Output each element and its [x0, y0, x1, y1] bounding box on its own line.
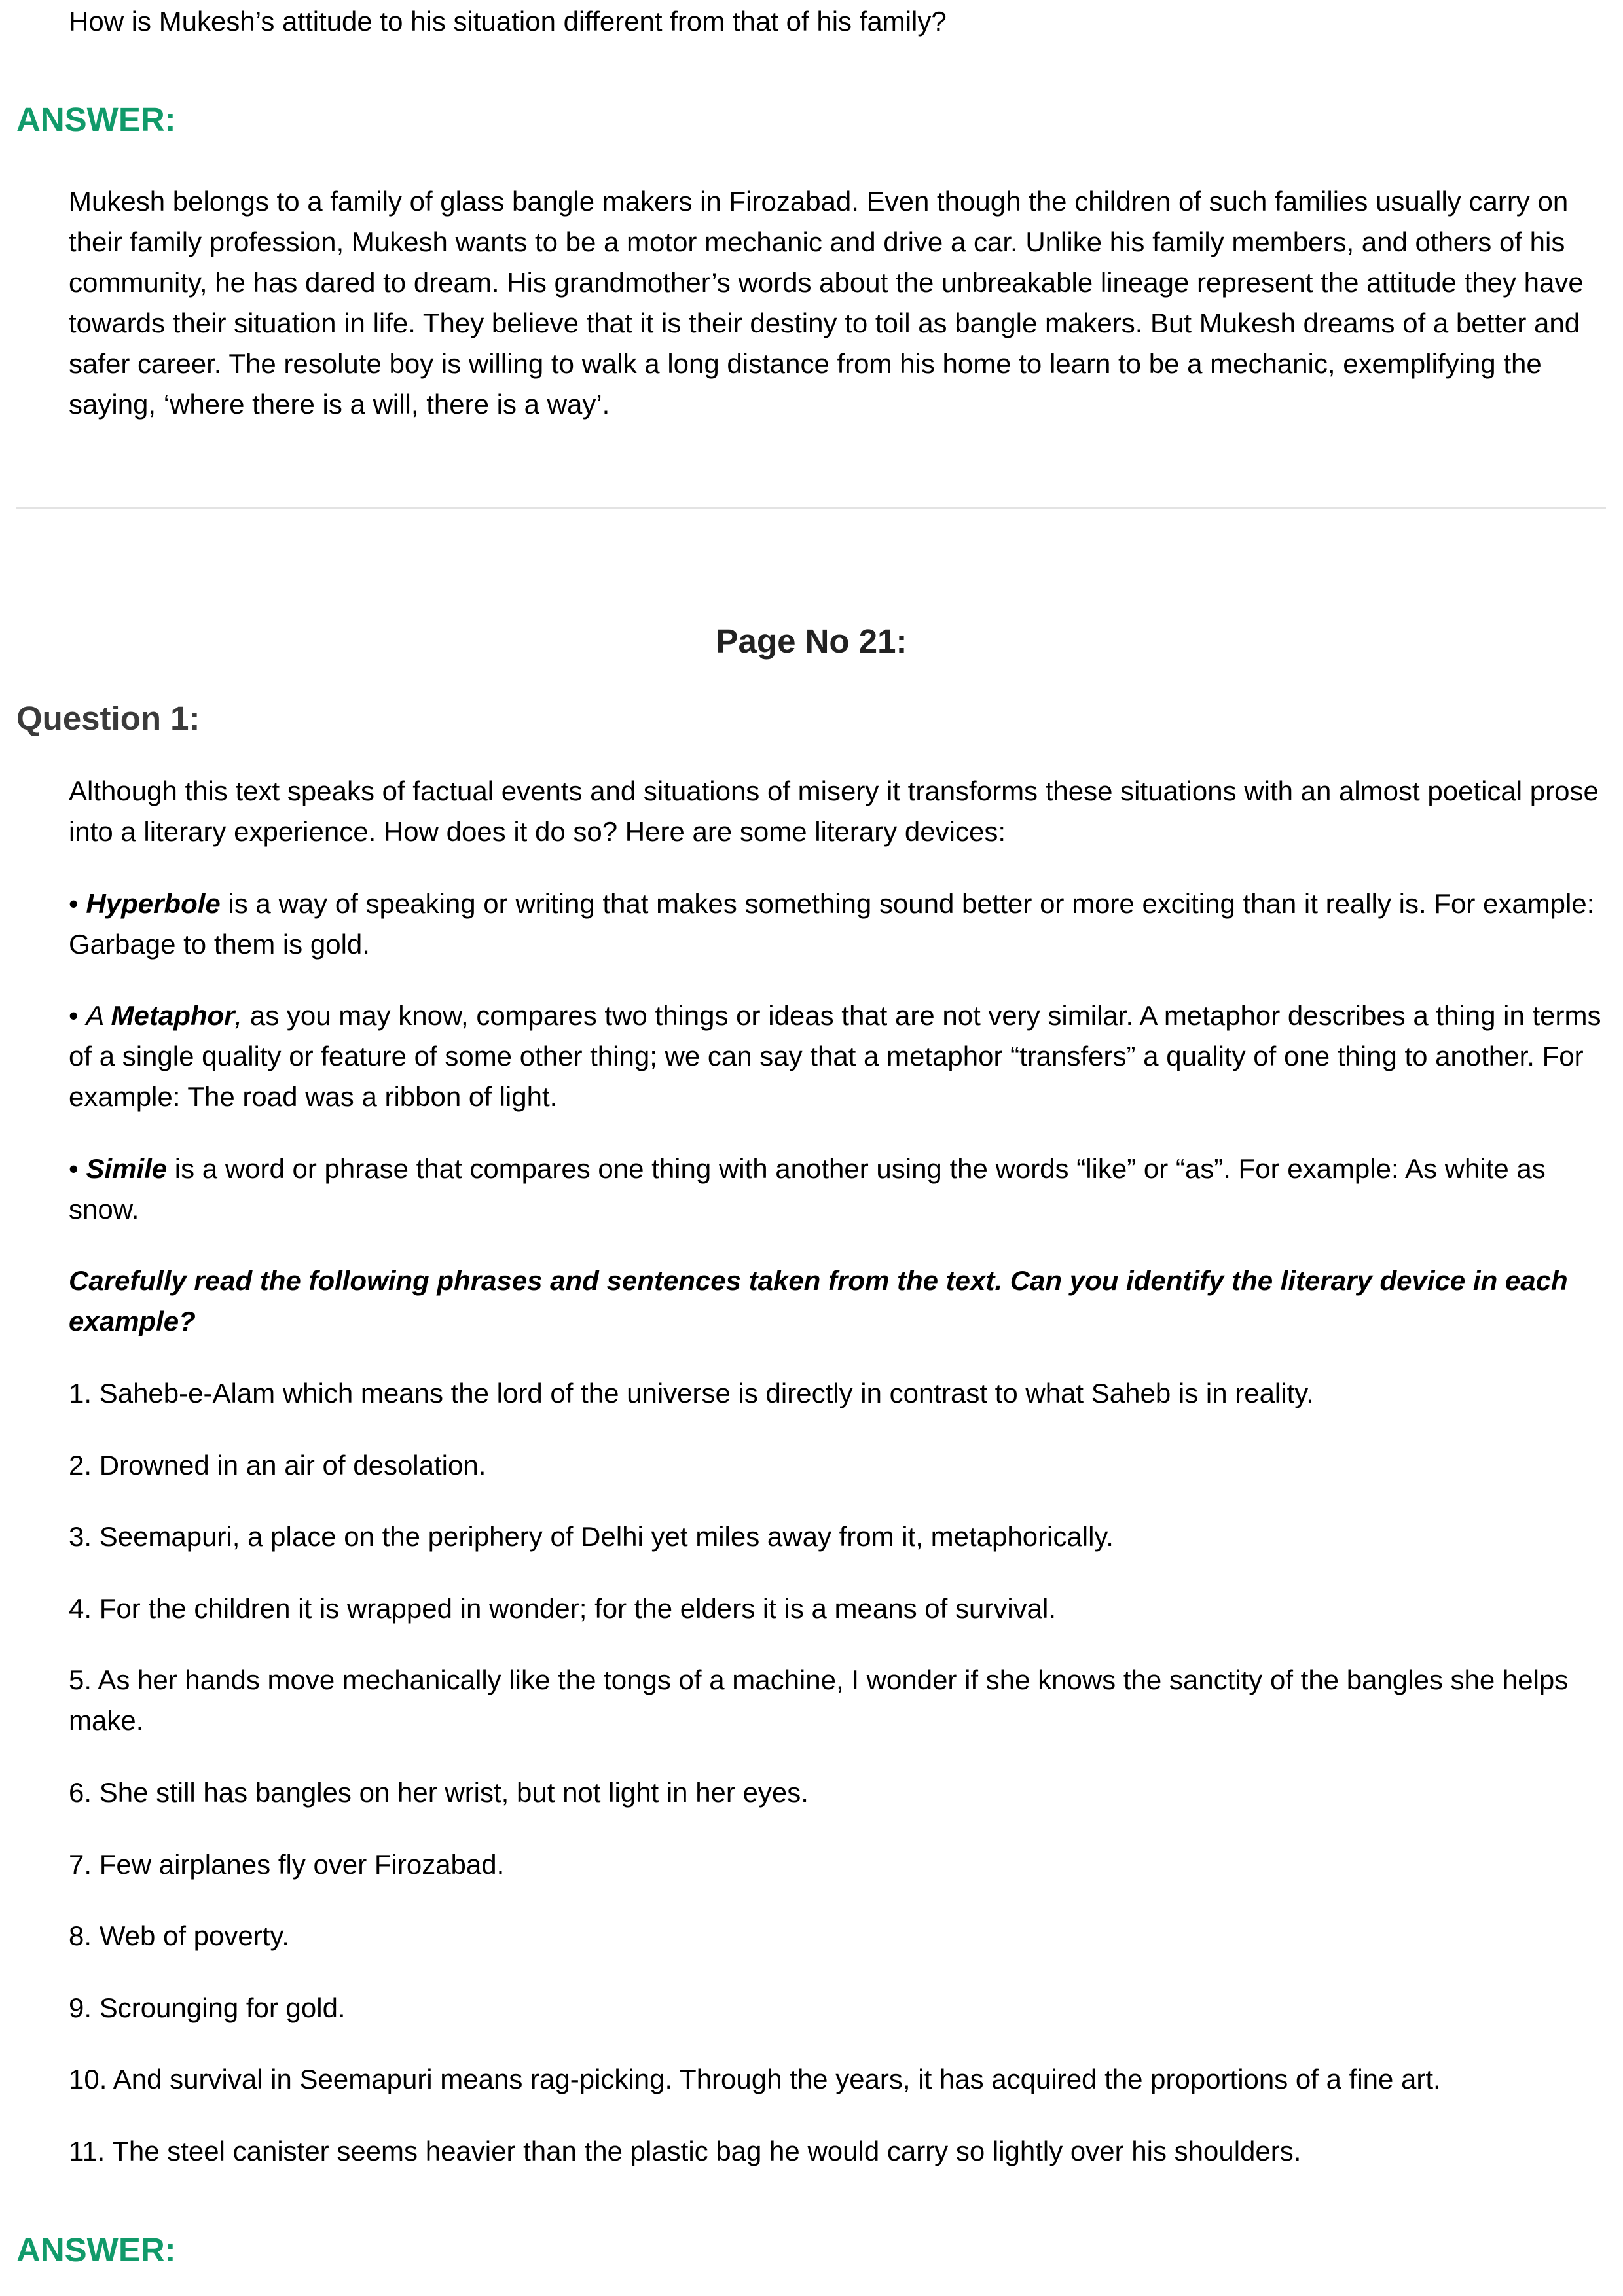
device-simile	[69, 1149, 1609, 1230]
device-term: Simile	[86, 1153, 168, 1184]
device-metaphor	[69, 996, 1609, 1117]
device-hyperbole	[69, 884, 1609, 965]
answer-label: ANSWER:	[16, 2231, 176, 2269]
list-item: 4. For the children it is wrapped in wonder; for the elders it is a means of survival.	[69, 1592, 1057, 1624]
device-suffix: ,	[234, 1000, 243, 1031]
question-1-content	[69, 771, 1609, 2203]
device-description: is a word or phrase that compares one thing with another using the words “like” or “as”. For example: As white as snow.	[69, 1153, 1546, 1225]
list-item: 11. The steel canister seems heavier than the plastic bag he would carry so lightly over his shoulders.	[69, 2135, 1302, 2166]
page-heading: Page No 21:	[716, 622, 907, 660]
bullet: •	[69, 888, 86, 919]
list-item: 1. Saheb-e-Alam which means the lord of the universe is directly in contrast to what Saheb is in reality.	[69, 1377, 1314, 1408]
device-description: is a way of speaking or writing that makes something sound better or more exciting than it really is. For example: Garbage to them is gold.	[69, 888, 1595, 960]
device-term: Metaphor	[111, 1000, 235, 1031]
list-item: 10. And survival in Seemapuri means rag-picking. Through the years, it has acquired the proportions of a fine art.	[69, 2064, 1441, 2095]
device-description: as you may know, compares two things or ideas that are not very similar. A metaphor describes a thing in terms of a single quality or feature of some other thing; we can say that a metaphor “transfers” a quality of one thing to another. For example: The road was a ribbon of light.	[69, 1000, 1601, 1113]
list-item: 9. Scrounging for gold.	[69, 1992, 346, 2023]
answer-paragraph: Mukesh belongs to a family of glass bangle makers in Firozabad. Even though the children of such families usually carry on their family profession, Mukesh wants to be a motor mechanic and drive a car. Unlike his family members, and others of his community, he has dared to dream. His grandmother’s words about the unbreakable lineage represent the attitude they have towards their situation in life. They believe that it is their destiny to toil as bangle makers. But Mukesh dreams of a better and safer career. The resolute boy is willing to walk a long distance from his home to learn to be a mechanic, exemplifying the saying, ‘where there is a will, there is a way’.	[69, 186, 1584, 420]
list-item: 8. Web of poverty.	[69, 1920, 289, 1952]
bullet: •	[69, 1153, 86, 1184]
question-heading: Question 1:	[16, 700, 200, 737]
list-item: 6. She still has bangles on her wrist, but not light in her eyes.	[69, 1776, 809, 1808]
list-item: 3. Seemapuri, a place on the periphery of Delhi yet miles away from it, metaphorically.	[69, 1521, 1114, 1552]
list-item: 2. Drowned in an air of desolation.	[69, 1449, 486, 1480]
list-item: 5. As her hands move mechanically like the tongs of a machine, I wonder if she knows the sanctity of the bangles she helps make.	[69, 1664, 1569, 1736]
question-intro: Although this text speaks of factual events and situations of misery it transforms these situations with an almost poetical prose into a literary experience. How does it do so? Here are some literary devices:	[69, 776, 1599, 847]
answer-label: ANSWER:	[16, 101, 176, 138]
list-item: 7. Few airplanes fly over Firozabad.	[69, 1848, 505, 1880]
section-divider	[16, 507, 1606, 509]
device-prefix: A	[86, 1000, 111, 1031]
bullet: •	[69, 1000, 86, 1031]
device-term: Hyperbole	[86, 888, 221, 919]
previous-question-text: How is Mukesh’s attitude to his situation different from that of his family?	[69, 6, 947, 37]
question-prompt: Carefully read the following phrases and sentences taken from the text. Can you identify the literary device in each example?	[69, 1265, 1568, 1337]
